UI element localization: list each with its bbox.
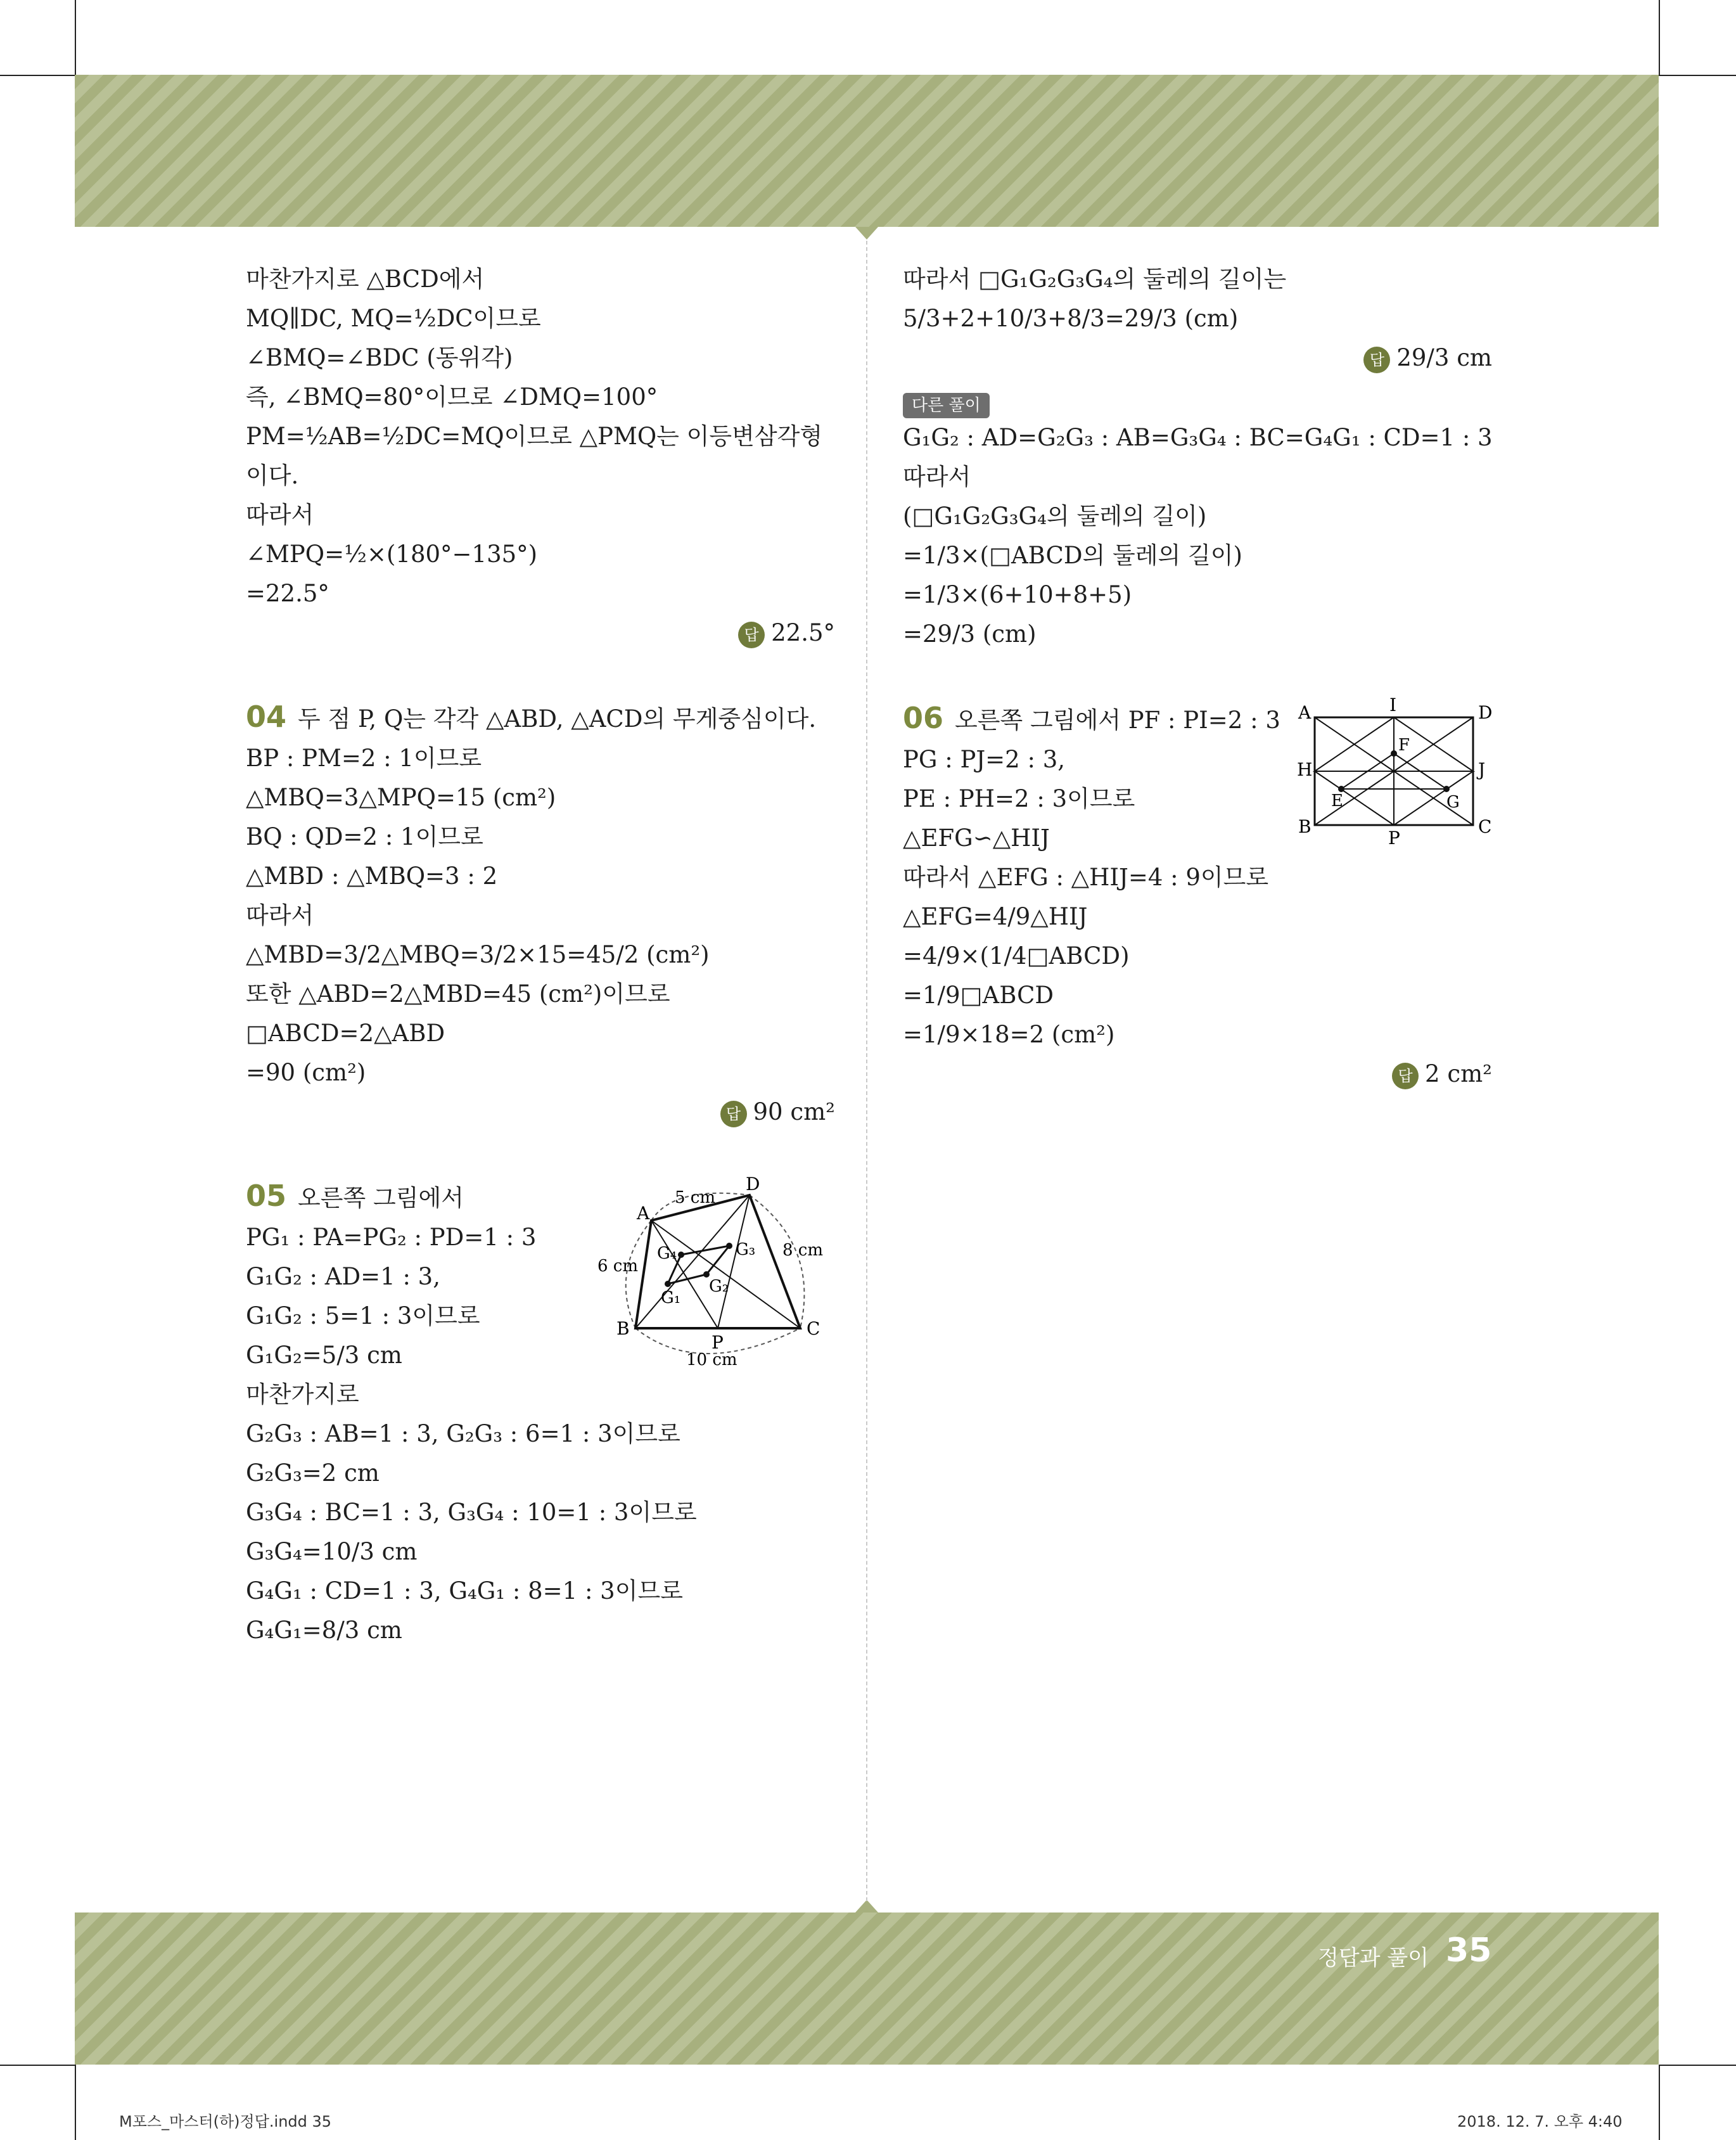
slug-filename: M포스_마스터(하)정답.indd 35: [119, 2113, 332, 2130]
text-line: 마찬가지로: [246, 1381, 359, 1408]
text-line: =1/3×(6+10+8+5): [903, 581, 1132, 608]
text-line: G₃G₄ : BC=1 : 3, G₃G₄ : 10=1 : 3이므로: [246, 1499, 697, 1526]
answer-value: 22.5°: [771, 619, 835, 646]
footer-section-label: 정답과 풀이: [1318, 1945, 1429, 1971]
text-line: △EFG∽△HIJ: [903, 824, 1050, 852]
figure-label: C: [1478, 816, 1492, 837]
text-line: 두 점 P, Q는 각각 △ABD, △ACD의 무게중심이다.: [298, 705, 817, 733]
text-line: 따라서: [246, 501, 314, 529]
figure-label: C: [807, 1318, 820, 1339]
text-line: □ABCD=2△ABD: [246, 1020, 445, 1047]
text-line: 따라서: [246, 902, 314, 929]
figure-dimension: 8 cm: [782, 1241, 824, 1260]
figure-label: B: [616, 1318, 630, 1339]
page-number: 35: [1446, 1932, 1492, 1970]
text-line: ∠BMQ=∠BDC (동위각): [246, 344, 513, 371]
problem-number: 06: [903, 701, 944, 735]
figure-label: A: [1298, 702, 1312, 723]
answer-value: 90 cm²: [753, 1098, 835, 1125]
text-line: PG : PJ=2 : 3,: [903, 746, 1066, 773]
text-line: 따라서 □G₁G₂G₃G₄의 둘레의 길이는: [903, 266, 1287, 293]
answer-value: 29/3 cm: [1396, 344, 1492, 371]
text-line: =29/3 (cm): [903, 620, 1037, 648]
answer-badge: 답: [720, 1101, 747, 1127]
slug-timestamp: 2018. 12. 7. 오후 4:40: [1457, 2113, 1623, 2130]
figure-label: B: [1298, 816, 1312, 837]
text-line: =1/3×(□ABCD의 둘레의 길이): [903, 542, 1242, 569]
figure-label: E: [1331, 791, 1343, 811]
figure-label: A: [637, 1203, 650, 1224]
text-line: G₄G₁=8/3 cm: [246, 1617, 402, 1644]
crop-mark: [0, 2065, 75, 2066]
problem-05: [246, 1176, 835, 1650]
answer-line: [903, 338, 1492, 378]
text-line: 따라서: [903, 463, 971, 490]
crop-mark: [1659, 2065, 1660, 2140]
figure-label: D: [746, 1176, 760, 1195]
figure-label: J: [1478, 759, 1486, 780]
figure-label: D: [1478, 702, 1493, 723]
answer-badge: 답: [1363, 347, 1390, 373]
text-line: 이다.: [246, 462, 299, 489]
answer-badge: 답: [738, 622, 765, 648]
left-column: [246, 260, 835, 1650]
figure-label: P: [1388, 828, 1400, 849]
text-line: G₁G₂ : AD=1 : 3,: [246, 1263, 440, 1290]
figure-label: G: [1446, 793, 1460, 812]
text-line: G₄G₁ : CD=1 : 3, G₄G₁ : 8=1 : 3이므로: [246, 1577, 683, 1605]
rectangle-figure: [1289, 692, 1498, 850]
figure-dimension: 5 cm: [675, 1188, 716, 1207]
text-line: =22.5°: [246, 580, 329, 607]
figure-label: P: [712, 1332, 724, 1353]
text-line: =1/9□ABCD: [903, 982, 1054, 1009]
figure-label: G₂: [709, 1277, 729, 1296]
problem-number: 05: [246, 1179, 287, 1213]
text-line: =90 (cm²): [246, 1059, 366, 1086]
text-line: 또한 △ABD=2△MBD=45 (cm²)이므로: [246, 980, 670, 1008]
right-column: [903, 260, 1492, 1094]
text-line: G₂G₃=2 cm: [246, 1459, 380, 1487]
text-line: BP : PM=2 : 1이므로: [246, 745, 482, 772]
text-line: 오른쪽 그림에서: [298, 1184, 464, 1212]
text-line: G₁G₂ : 5=1 : 3이므로: [246, 1302, 480, 1329]
problem-04-header: [246, 697, 835, 739]
figure-label: I: [1389, 695, 1397, 715]
text-line: G₁G₂=5/3 cm: [246, 1342, 402, 1369]
header-band: [75, 75, 1659, 227]
crop-mark: [0, 75, 75, 76]
problem-number: 04: [246, 700, 287, 734]
answer-line: [903, 1054, 1492, 1094]
text-line: PM=½AB=½DC=MQ이므로 △PMQ는 이등변삼각형: [246, 423, 823, 450]
text-line: 즉, ∠BMQ=80°이므로 ∠DMQ=100°: [246, 383, 658, 411]
text-line: △MBD : △MBQ=3 : 2: [246, 862, 498, 890]
crop-mark: [75, 2065, 76, 2140]
problem-06: [903, 695, 1493, 1094]
figure-dimension: 10 cm: [686, 1350, 737, 1369]
text-line: G₁G₂ : AD=G₂G₃ : AB=G₃G₄ : BC=G₄G₁ : CD=1 : 3: [903, 424, 1493, 451]
footer-band: [75, 1913, 1659, 2065]
answer-line: [246, 1092, 835, 1132]
text-line: 마찬가지로 △BCD에서: [246, 266, 485, 293]
answer-badge: 답: [1392, 1063, 1419, 1089]
header-notch: [855, 227, 878, 240]
answer-value: 2 cm²: [1425, 1060, 1492, 1087]
crop-mark: [1659, 2065, 1736, 2066]
text-line: 5/3+2+10/3+8/3=29/3 (cm): [903, 305, 1239, 332]
column-divider: [866, 241, 867, 1901]
quadrilateral-figure: [597, 1176, 851, 1373]
figure-label: G₃: [736, 1240, 756, 1259]
text-line: 따라서 △EFG : △HIJ=4 : 9이므로: [903, 864, 1269, 891]
text-line: PE : PH=2 : 3이므로: [903, 785, 1135, 812]
crop-mark: [1659, 0, 1660, 75]
figure-label: F: [1398, 736, 1410, 755]
figure-label: H: [1297, 759, 1313, 780]
footer-notch: [855, 1900, 878, 1913]
text-line: MQ∥DC, MQ=½DC이므로: [246, 305, 541, 332]
text-line: ∠MPQ=½×(180°−135°): [246, 541, 538, 568]
text-line: G₂G₃ : AB=1 : 3, G₂G₃ : 6=1 : 3이므로: [246, 1420, 680, 1447]
answer-line: [246, 613, 835, 653]
text-line: BQ : QD=2 : 1이므로: [246, 823, 483, 850]
text-line: 오른쪽 그림에서 PF : PI=2 : 3: [955, 707, 1280, 734]
figure-label: G₄: [657, 1244, 677, 1263]
text-line: PG₁ : PA=PG₂ : PD=1 : 3: [246, 1224, 537, 1251]
text-line: △EFG=4/9△HIJ: [903, 903, 1088, 930]
alt-solution-tag-row: [903, 393, 1492, 418]
alt-solution-tag: 다른 풀이: [903, 393, 990, 418]
crop-mark: [1659, 75, 1736, 76]
text-line: △MBD=3/2△MBQ=3/2×15=45/2 (cm²): [246, 941, 710, 968]
text-line: (□G₁G₂G₃G₄의 둘레의 길이): [903, 503, 1207, 530]
text-line: =1/9×18=2 (cm²): [903, 1021, 1115, 1048]
text-line: =4/9×(1/4□ABCD): [903, 942, 1130, 970]
figure-label: G₁: [661, 1288, 681, 1307]
crop-mark: [75, 0, 76, 75]
text-line: G₃G₄=10/3 cm: [246, 1538, 418, 1565]
figure-dimension: 6 cm: [597, 1257, 639, 1276]
text-line: △MBQ=3△MPQ=15 (cm²): [246, 784, 556, 811]
